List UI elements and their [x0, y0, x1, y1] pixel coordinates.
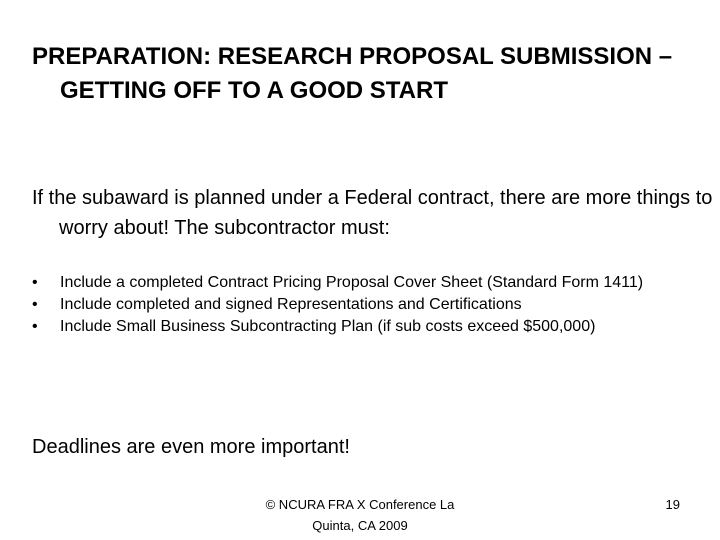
page-number: 19 — [665, 497, 680, 512]
list-item-text: Include a completed Contract Pricing Proposal Cover Sheet (Standard Form 1411) — [60, 274, 644, 291]
list-item-text: Include Small Business Subcontracting Plan (if sub costs exceed $500,000) — [60, 318, 596, 335]
slide-title: PREPARATION: RESEARCH PROPOSAL SUBMISSION – GETTING OFF TO A GOOD START — [32, 43, 673, 104]
bullet-icon: • — [32, 296, 38, 313]
footer-copyright: © NCURA FRA X Conference La Quinta, CA 2009 — [265, 497, 455, 533]
intro-paragraph: If the subaward is planned under a Federal contract, there are more things to worry about! The subcontractor must: — [32, 187, 713, 239]
requirements-list — [32, 272, 692, 338]
bullet-icon: • — [32, 318, 38, 335]
bullet-icon: • — [32, 274, 38, 291]
list-item — [32, 294, 692, 316]
list-item-text: Include completed and signed Representations and Certifications — [60, 296, 522, 313]
closing-statement: Deadlines are even more important! — [32, 436, 350, 458]
list-item — [32, 316, 692, 338]
list-item — [32, 272, 692, 294]
